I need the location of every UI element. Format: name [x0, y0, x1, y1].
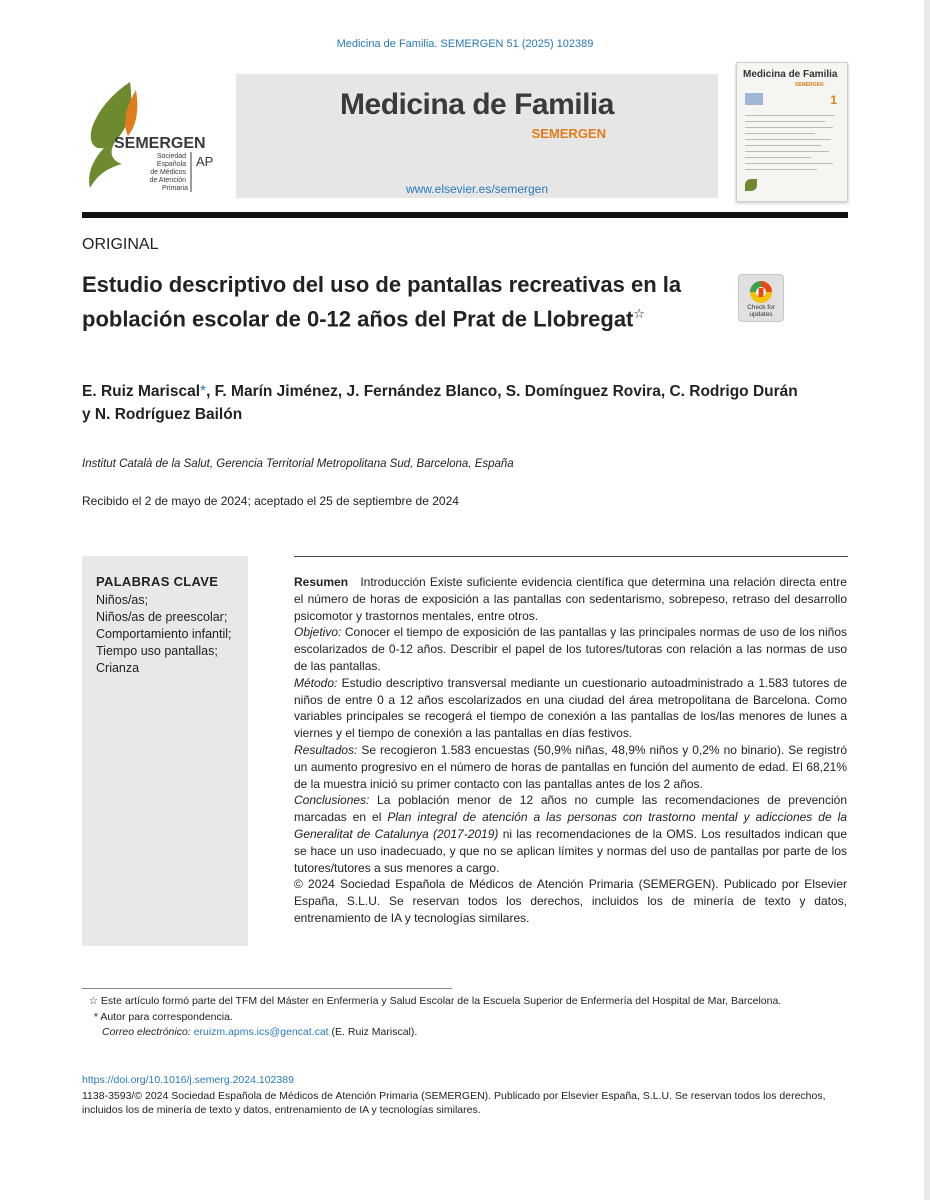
footnote-star-text: Este artículo formó parte del TFM del Máster en Enfermería y Salud Escolar de la Escuela Superior de Enfermería del Hospital de Mar, Barcelona. [100, 995, 782, 1007]
objective-text: Conocer el tiempo de exposición de las pantallas y las principales normas de uso de los niños escolarizados de 0-12 años. Describir el papel de los tutores/tutoras con relación a las normas de uso de las pantallas. [294, 625, 847, 673]
abstract-heading: Resumen [294, 575, 349, 589]
footnotes [82, 994, 848, 1041]
email-owner: (E. Ruiz Mariscal). [331, 1026, 418, 1038]
conclusions-plan-title: Plan integral de atención a las personas con trastorno mental y adicciones de la Generalitat de Catalunya (2017-2019) [294, 810, 847, 841]
journal-banner [236, 74, 718, 198]
banner-subtitle: SEMERGEN [531, 126, 606, 141]
abstract-intro [294, 574, 847, 624]
corresponding-author-mark[interactable]: * [200, 383, 207, 400]
results-text: Se recogieron 1.583 encuestas (50,9% niñas, 48,9% niños y 0,2% no binario). Se registró un aumento progresivo en el número de horas de pantallas en función del aumento de edad. El 68,21% de la muestra inició su primer contacto con las pantallas antes de los 2 años. [294, 742, 847, 791]
journal-header [82, 62, 848, 202]
logo-line: Española [156, 161, 187, 168]
conclusions-label: Conclusiones: [294, 793, 370, 808]
svg-text:Sociedad Española [149, 153, 188, 192]
cover-subtitle: SEMERGEN [795, 82, 824, 88]
logo-line: Primaria [161, 185, 188, 192]
article-title [82, 270, 732, 333]
semergen-logo [82, 76, 232, 196]
journal-cover-thumbnail [736, 62, 848, 202]
logo-suffix: AP [196, 154, 214, 169]
abstract [294, 574, 847, 927]
logo-line: Sociedad [156, 153, 187, 160]
conclusions-text-a: La población menor de 12 años no cumple las recomendaciones de prevención marcadas en el [294, 793, 847, 825]
affiliation: Institut Català de la Salut, Gerencia Territorial Metropolitana Sud, Barcelona, España [82, 458, 514, 470]
check-updates-label: Check for updates [747, 304, 775, 318]
results-label: Resultados: [294, 742, 358, 757]
other-authors: , F. Marín Jiménez, J. Fernández Blanco, S. Domínguez Rovira, C. Rodrigo Durán y N. Rodríguez Bailón [82, 383, 798, 423]
keyword-item: Tiempo uso pantallas; [96, 644, 218, 658]
footnote-corr-text: Autor para correspondencia. [100, 1010, 233, 1023]
method-text: Estudio descriptivo transversal mediante un cuestionario autoadministrado a 1.583 tutores de niños de entre 0 a 12 años escolarizados en una ciudad del área metropolitana de Barcelona. Como variables principales se recogerá el tiempo de conexión a las pantallas de los/las menores de lunes a viernes y el tiempo de conexión a las pantallas en días festivos. [294, 675, 847, 741]
doi-link[interactable]: https://doi.org/10.1016/j.semerg.2024.102389 [82, 1074, 294, 1086]
cover-number: 1 [830, 93, 837, 107]
abstract-objective [294, 624, 847, 674]
abstract-conclusions [294, 792, 847, 876]
banner-url-link[interactable]: www.elsevier.es/semergen [405, 182, 549, 196]
journal-citation-link[interactable]: Medicina de Familia. SEMERGEN 51 (2025) 102389 [336, 38, 594, 50]
check-for-updates-button[interactable] [738, 274, 784, 322]
keyword-item: Niños/as; [96, 593, 149, 607]
abstract-results [294, 742, 847, 792]
banner-title: Medicina de Familia [340, 88, 614, 121]
objective-label: Objetivo: [294, 625, 342, 640]
received-accepted-dates: Recibido el 2 de mayo de 2024; aceptado el 25 de septiembre de 2024 [82, 494, 459, 508]
keywords-box [82, 556, 248, 946]
logo-line: de Médicos [150, 169, 187, 176]
header-rule [82, 212, 848, 218]
footnote-correspondence [82, 1010, 848, 1026]
abstract-copyright: © 2024 Sociedad Española de Médicos de Atención Primaria (SEMERGEN). Publicado por Elsevier España, S.L.U. Se reservan todos los derechos, incluidos los de minería de texto y datos, entrenamiento de IA y tecnologías similares. [294, 877, 847, 925]
footnote-corr-mark: * [93, 1010, 98, 1023]
keyword-item: Crianza [96, 661, 140, 675]
page-edge [924, 0, 930, 1200]
title-footnote-mark[interactable]: ☆ [633, 306, 646, 321]
first-author: E. Ruiz Mariscal [82, 383, 201, 400]
footnote-email [82, 1025, 848, 1041]
author-email-link[interactable]: eruizm.apms.ics@gencat.cat [193, 1026, 329, 1038]
footnote-star [82, 994, 848, 1010]
footnote-star-mark: ☆ [88, 995, 98, 1007]
cover-logo-icon [745, 179, 757, 191]
copyright-footer: 1138-3593/© 2024 Sociedad Española de Médicos de Atención Primaria (SEMERGEN). Publicado por Elsevier España, S.L.U. Se reservan todos los derechos, incluidos los de minería de texto y datos, entrenamiento de IA y tecnologías similares. [82, 1090, 826, 1116]
abstract-rule [294, 556, 848, 557]
keyword-item: Niños/as de preescolar; [96, 610, 228, 624]
conclusions-text-b: ni las recomendaciones de la OMS. Los resultados indican que se hace un uso inadecuado, y que no se aplican límites y normas del uso de pantallas por parte de los tutores/tutores a sus menores a cargo. [294, 826, 847, 875]
logo-line: de Atención [149, 177, 187, 184]
keywords-list [96, 592, 244, 677]
footnote-rule [82, 988, 452, 989]
keyword-item: Comportamiento infantil; [96, 627, 232, 641]
abstract-intro-text: Introducción Existe suficiente evidencia científica que determina una relación directa entre el número de horas de exposición a las pantallas con sedentarismo, sobrepeso, retraso del desarrollo psicomotor y trastornos mentales, entre otros. [294, 575, 847, 623]
keywords-title: PALABRAS CLAVE [96, 574, 219, 589]
abstract-method [294, 675, 847, 742]
article-type: ORIGINAL [82, 236, 159, 253]
author-list [82, 380, 802, 426]
cover-emblem [745, 93, 763, 105]
logo-name: SEMERGEN [114, 135, 206, 152]
cover-title: Medicina de Familia [743, 69, 838, 80]
email-label: Correo electrónico: [102, 1026, 191, 1038]
method-label: Método: [294, 675, 338, 690]
article-title-text: Estudio descriptivo del uso de pantallas recreativas en la población escolar de 0-12 años del Prat de Llobregat [82, 272, 682, 332]
